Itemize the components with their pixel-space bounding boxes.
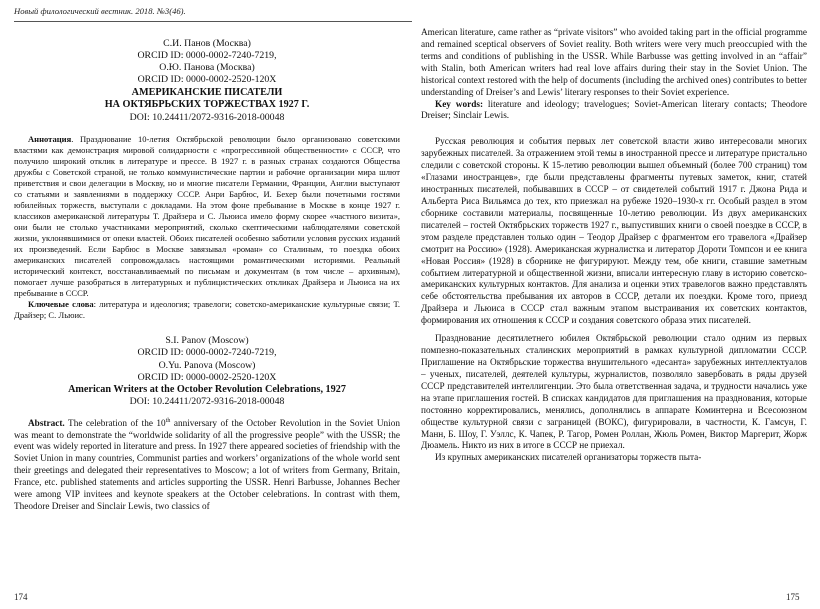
body-paragraph-1: Русская революция и события первых лет советской власти живо интересовали многих зарубежных писателей. За отражением этой темы в иностранной прессе и литературе пристально следили с советской стороны. К 15-летию революции вышел объемный (более 700 страниц) том «Глазами иностранцев», где были представлены фрагменты путевых заметок, книг, статей иностранных писателей, побывавших в СССР – от свидетелей событий 1917 г. Джона Рида и Альберта Риса Вильямса до тех, кто приезжал на рубеже 1920–1930-х гг. Особый раздел в этом сборнике составили материалы, посвященные 10-летию революции. Из двух американских писателей – гостей Октябрьских торжеств 1927 г., выпустивших книги о своей поездке в СССР, в этом разделе представлен только один – Теодор Драйзер с фрагментом его травелога «Драйзер смотрит на Россию» (1928). Американская журналистка и литератор Дороти Томпсон и ее книга «Новая Россия» (1928) в сборнике не фигурируют. Между тем, обе книги, ставшие заметным событием литературной и общественной жизни, вписали интересную главу в историю советско-американских культурных контактов. Для анализа и оценки этих травелогов важно представлять себе обстоятельства пребывания их авторов в СССР, детали их поездки. Кроме того, приезд Драйзера и Льюиса в СССР стал важным этапом выстраивания их советских контактов, формирования их отношения к СССР и создания советского образа этих писателей. xyxy=(421,137,807,327)
ru-keywords xyxy=(14,299,400,321)
ru-article-header xyxy=(14,38,400,124)
ru-title-line-2: НА ОКТЯБРЬСКИХ ТОРЖЕСТВАХ 1927 Г. xyxy=(104,99,310,111)
en-abstract xyxy=(14,419,400,514)
en-keywords-label: Key words: xyxy=(435,99,484,110)
body-paragraph-3: Из крупных американских писателей организаторы торжеств пыта- xyxy=(435,453,702,464)
ru-doi: DOI: 10.24411/2072-9316-2018-00048 xyxy=(129,111,285,123)
en-orcid-2: ORCID ID: 0000-0002-2520-120X xyxy=(137,371,277,383)
ru-keywords-label: Ключевые слова xyxy=(28,299,94,310)
ru-abstract-label: Аннотация xyxy=(28,133,72,144)
ru-author-1: С.И. Панов (Москва) xyxy=(163,38,251,49)
running-head: Новый филологический вестник. 2018. №3(46). xyxy=(14,6,186,16)
en-author-2: O.Yu. Panova (Moscow) xyxy=(158,359,256,371)
right-column xyxy=(421,28,807,593)
body-paragraph-2: Празднование десятилетнего юбилея Октябрьской революции стало одним из первых помпезно-показательных сталинских мероприятий в рамках культурной дипломатии СССР. Приглашение на Октябрьские торжества внушительного «десанта» зарубежных интеллектуалов – ученых, писателей, деятелей культуры, журналистов, позволяло завербовать в ряды друзей СССР представителей интеллигенции. Это была ответственная задача, и трудности начались уже на этапе приглашения гостей. В списках кандидатов для приглашения на празднования, которые постоянно корректировались, менялись, дополнялись в аппарате Коминтерна и Всесоюзном обществе культурной связи с заграницей (ВОКС), фигурировали, в частности, К. Гамсун, Г. Манн, Б. Шоу, Г. Уэллс, К. Чапек, Р. Тагор, Ромен Роллан, Жюль Ромен, Виктор Маргерит, Жорж Дюамель. Никто из них в итоге в СССР не приехал. xyxy=(421,334,807,452)
en-abstract-ordinal: th xyxy=(165,417,171,424)
ru-orcid-1: ORCID ID: 0000-0002-7240-7219, xyxy=(137,50,277,62)
ru-author-2: О.Ю. Панова (Москва) xyxy=(159,62,255,74)
page-number-right: 175 xyxy=(786,592,800,602)
en-keywords xyxy=(421,100,807,124)
ru-abstract xyxy=(14,134,400,299)
en-author-1: S.I. Panov (Moscow) xyxy=(165,335,249,347)
header-rule xyxy=(14,21,412,22)
ru-abstract-text: . Празднование 10-летия Октябрьской революции было организовано советскими властями как демонстрация мировой солидарности с «прогрессивной общественности» с СССР, что получило широкий отклик в литературе и прессе. В 1927 г. в разных странах создаются Общества дружбы с Советской страной, не только коммунистические партии и рабочие организации мира шлют приветствия и свои делегации в Москву, но и многие писатели Германии, Франции, Англии выступают со статьями и заявлениями в поддержку СССР. Анри Барбюс, И. Бехер были почетными гостями юбилейных торжеств, выступали с докладами. На этом фоне пребывание в Москве в конце 1927 г. классиков американской литературы Т. Драйзера и С. Льюиса имело форму скорее «частного визита», они были не столько участниками мероприятий, сколько скептическими наблюдателями советской жизни, уклонявшимися от опеки властей. Обоих писателей особенно заботили условия русских изданий их произведений. Если Барбюс в Москве завязывал «роман» со Сталиным, то поездка обоих американских писателей сопровождалась настоящими романтическими историями. Реальный исторический контекст, восстанавливаемый по письмам и документам (в том числе – архивным), помогает лучше разобраться в литературных и публицистических откликах Драйзера и Льюиса на их пребывание в СССР. xyxy=(14,133,400,299)
en-article-header xyxy=(14,335,400,408)
en-abstract-text-a: The celebration of the 10 xyxy=(64,418,166,429)
ru-title-line-1: АМЕРИКАНСКИЕ ПИСАТЕЛИ xyxy=(131,86,283,98)
en-title: American Writers at the October Revolution Celebrations, 1927 xyxy=(68,383,346,395)
ru-orcid-2: ORCID ID: 0000-0002-2520-120X xyxy=(137,74,277,86)
en-abstract-label: Abstract. xyxy=(28,418,65,429)
left-column xyxy=(14,28,400,593)
en-doi: DOI: 10.24411/2072-9316-2018-00048 xyxy=(129,396,285,408)
en-abstract-text-b: anniversary of the October Revolution in the Soviet Union was meant to demonstrate the “worldwide solidarity of all the progressive people” with the USSR; the event was widely reported in literature and press. In 1927 there appeared societies of friendship with the Soviet Union in many countries, Communist parties and workers’ organizations of the whole world sent their greetings and delegated their representatives to Moscow; a lot of writers from Germany, Britain, France, etc. published statements and articles supporting the USSR. Henri Barbusse, Johannes Becher were among VIP invitees and keynote speakers at the October celebrations. In contrast with them, Theodore Dreiser and Sinclair Lewis, two classics of xyxy=(14,418,400,513)
ru-keywords-text: : литература и идеология; травелоги; советско-американские культурные связи; Т. Драйзер; С. Льюис. xyxy=(14,299,400,321)
en-abstract-continued: American literature, came rather as “private visitors” who avoided taking part in the official programme and remained sceptical observers of Soviet reality. Both writers were very much preoccupied with the terms and conditions of publishing in the USSR. While Barbusse was getting involved in an “affair” with Stalin, both American writers had real love affairs during their stay in the Soviet Union. The historical context restored with the help of documents (including the archived ones) contributes to better understanding of Dreiser’s and Lewis’ literary responses to their Soviet experience. xyxy=(421,28,807,98)
en-orcid-1: ORCID ID: 0000-0002-7240-7219, xyxy=(137,347,277,359)
en-keywords-text: literature and ideology; travelogues; Soviet-American literary contacts; Theodore Dreiser; Sinclair Lewis. xyxy=(421,99,807,122)
page-number-left: 174 xyxy=(14,592,28,602)
